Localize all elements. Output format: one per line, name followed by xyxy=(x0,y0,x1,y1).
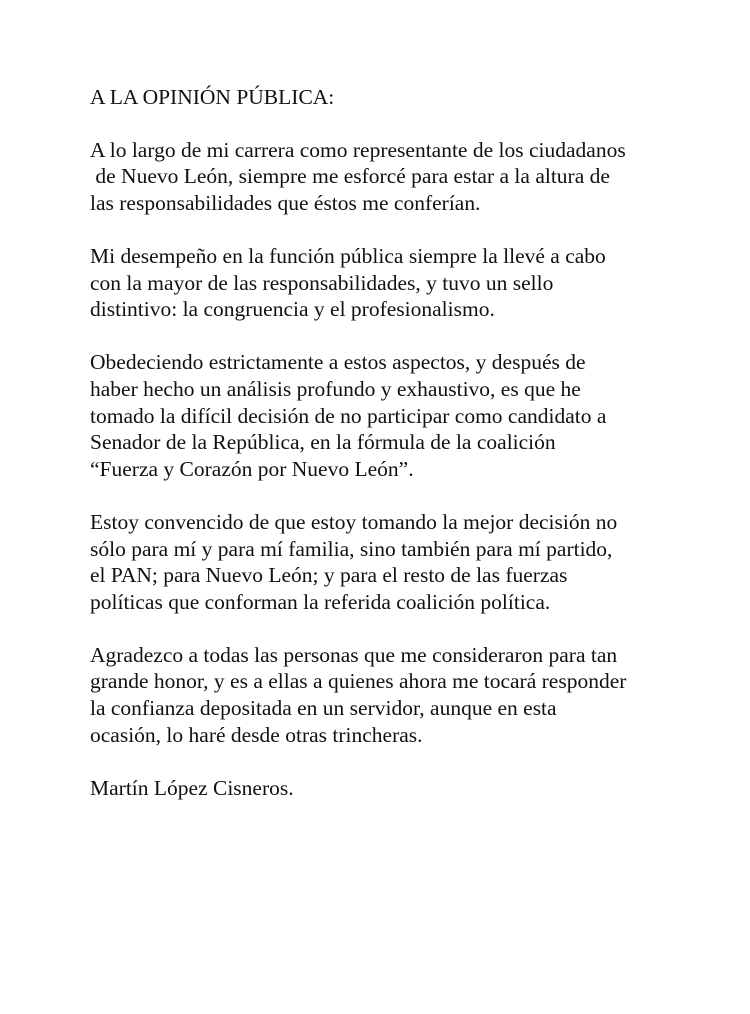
paragraph-line: sólo para mí y para mí familia, sino también para mí partido, xyxy=(90,536,613,561)
paragraph-line: Obedeciendo estrictamente a estos aspectos, y después de xyxy=(90,350,586,375)
paragraph-line: ocasión, lo haré desde otras trincheras. xyxy=(90,722,423,747)
paragraph-line: las responsabilidades que éstos me conferían. xyxy=(90,190,481,215)
signature-text: Martín López Cisneros. xyxy=(90,775,294,800)
heading-text: A LA OPINIÓN PÚBLICA: xyxy=(90,85,335,109)
paragraph-line: tomado la difícil decisión de no participar como candidato a xyxy=(90,403,607,428)
signature xyxy=(90,775,720,802)
paragraph-2 xyxy=(90,243,720,323)
paragraph-line: de Nuevo León, siempre me esforcé para estar a la altura de xyxy=(90,164,610,189)
paragraph-1 xyxy=(90,137,720,217)
paragraph-line: haber hecho un análisis profundo y exhaustivo, es que he xyxy=(90,376,581,401)
paragraph-line: Estoy convencido de que estoy tomando la mejor decisión no xyxy=(90,509,618,534)
paragraph-line: Mi desempeño en la función pública siempre la llevé a cabo xyxy=(90,243,606,268)
paragraph-line: políticas que conforman la referida coalición política. xyxy=(90,589,551,614)
paragraph-line: “Fuerza y Corazón por Nuevo León”. xyxy=(90,456,414,481)
paragraph-line: distintivo: la congruencia y el profesionalismo. xyxy=(90,297,495,322)
paragraph-line: el PAN; para Nuevo León; y para el resto de las fuerzas xyxy=(90,563,568,588)
paragraph-3 xyxy=(90,349,720,482)
letter-heading xyxy=(90,84,720,111)
paragraph-line: Senador de la República, en la fórmula de la coalición xyxy=(90,430,556,455)
paragraph-4 xyxy=(90,509,720,615)
paragraph-line: con la mayor de las responsabilidades, y tuvo un sello xyxy=(90,270,554,295)
paragraph-line: A lo largo de mi carrera como representante de los ciudadanos xyxy=(90,137,626,162)
paragraph-line: la confianza depositada en un servidor, aunque en esta xyxy=(90,696,557,721)
paragraph-line: Agradezco a todas las personas que me consideraron para tan xyxy=(90,642,618,667)
paragraph-line: grande honor, y es a ellas a quienes ahora me tocará responder xyxy=(90,669,627,694)
letter-body xyxy=(90,84,720,801)
paragraph-5 xyxy=(90,642,720,748)
